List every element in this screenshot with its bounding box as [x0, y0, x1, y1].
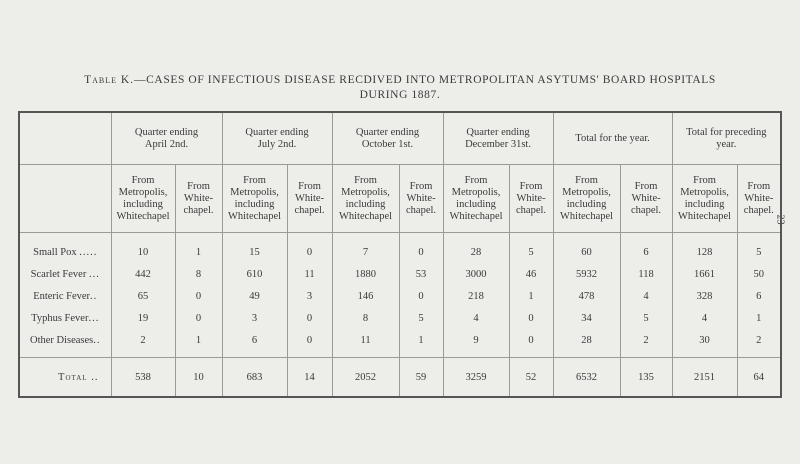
cell: 11 [287, 263, 332, 285]
total-cell: 64 [737, 358, 781, 398]
metro-header: From Metropolis, including Whitechapel [672, 165, 737, 233]
cell: 4 [443, 307, 509, 329]
corner-cell [19, 165, 111, 233]
table-row [19, 307, 781, 329]
cell: 0 [287, 329, 332, 358]
cell: 4 [620, 285, 672, 307]
cell: 0 [287, 307, 332, 329]
cell: 15 [222, 233, 287, 264]
period-header: Quarter ending July 2nd. [222, 112, 332, 165]
total-cell: 2052 [332, 358, 399, 398]
cell: 0 [175, 285, 222, 307]
cell: 478 [553, 285, 620, 307]
cell: 34 [553, 307, 620, 329]
cell: 6 [620, 233, 672, 264]
cell: 8 [175, 263, 222, 285]
cell: 1 [737, 307, 781, 329]
cell: 328 [672, 285, 737, 307]
corner-cell [19, 112, 111, 165]
total-cell: 2151 [672, 358, 737, 398]
metro-header: From Metropolis, including Whitechapel [443, 165, 509, 233]
table-label: Table K. [84, 74, 135, 86]
title-line-2: DURING 1887. [359, 89, 441, 101]
total-cell: 3259 [443, 358, 509, 398]
cell: 11 [332, 329, 399, 358]
cell: 65 [111, 285, 175, 307]
total-cell: 59 [399, 358, 443, 398]
metro-header: From Metropolis, including Whitechapel [222, 165, 287, 233]
cell: 1 [399, 329, 443, 358]
cell: 218 [443, 285, 509, 307]
cell: 5 [620, 307, 672, 329]
whitechapel-header: From White-chapel. [509, 165, 553, 233]
title-line-1: —CASES OF INFECTIOUS DISEASE RECDIVED INTO METROPOLITAN ASYTUMS' BOARD HOSPITALS [134, 74, 716, 86]
cell: 28 [553, 329, 620, 358]
total-cell: 6532 [553, 358, 620, 398]
cell: 146 [332, 285, 399, 307]
cell: 1661 [672, 263, 737, 285]
cell: 0 [287, 233, 332, 264]
cell: 10 [111, 233, 175, 264]
infectious-disease-table [18, 111, 782, 398]
cell: 0 [399, 233, 443, 264]
cell: 4 [672, 307, 737, 329]
cell: 2 [620, 329, 672, 358]
total-cell: 14 [287, 358, 332, 398]
metro-header: From Metropolis, including Whitechapel [553, 165, 620, 233]
metro-header: From Metropolis, including Whitechapel [332, 165, 399, 233]
whitechapel-header: From White-chapel. [737, 165, 781, 233]
page-number: 23 [774, 214, 786, 225]
cell: 610 [222, 263, 287, 285]
cell: 8 [332, 307, 399, 329]
period-header: Total for preceding year. [672, 112, 781, 165]
cell: 53 [399, 263, 443, 285]
cell: 3000 [443, 263, 509, 285]
cell: 118 [620, 263, 672, 285]
total-label: Total .. [19, 358, 111, 398]
cell: 6 [737, 285, 781, 307]
cell: 442 [111, 263, 175, 285]
cell: 5932 [553, 263, 620, 285]
table-row [19, 263, 781, 285]
total-cell: 52 [509, 358, 553, 398]
cell: 3 [287, 285, 332, 307]
cell: 0 [509, 329, 553, 358]
cell: 0 [175, 307, 222, 329]
whitechapel-header: From White-chapel. [399, 165, 443, 233]
cell: 0 [509, 307, 553, 329]
cell: 0 [399, 285, 443, 307]
whitechapel-header: From White-chapel. [620, 165, 672, 233]
cell: 5 [737, 233, 781, 264]
cell: 7 [332, 233, 399, 264]
cell: 49 [222, 285, 287, 307]
period-header: Quarter ending December 31st. [443, 112, 553, 165]
table-row [19, 329, 781, 358]
cell: 1 [175, 329, 222, 358]
cell: 28 [443, 233, 509, 264]
period-header: Total for the year. [553, 112, 672, 165]
cell: 2 [737, 329, 781, 358]
cell: 1880 [332, 263, 399, 285]
cell: 19 [111, 307, 175, 329]
cell: 9 [443, 329, 509, 358]
cell: 46 [509, 263, 553, 285]
sub-header-row [19, 165, 781, 233]
table-row [19, 285, 781, 307]
cell: 128 [672, 233, 737, 264]
table-title [20, 73, 780, 103]
cell: 60 [553, 233, 620, 264]
cell: 5 [509, 233, 553, 264]
cell: 30 [672, 329, 737, 358]
table-row [19, 233, 781, 264]
whitechapel-header: From White-chapel. [175, 165, 222, 233]
total-cell: 135 [620, 358, 672, 398]
metro-header: From Metropolis, including Whitechapel [111, 165, 175, 233]
disease-name: Enteric Fever.. [19, 285, 111, 307]
cell: 50 [737, 263, 781, 285]
total-cell: 10 [175, 358, 222, 398]
disease-name: Small Pox ..... [19, 233, 111, 264]
total-cell: 538 [111, 358, 175, 398]
cell: 3 [222, 307, 287, 329]
disease-name: Typhus Fever... [19, 307, 111, 329]
disease-name: Scarlet Fever ... [19, 263, 111, 285]
whitechapel-header: From White-chapel. [287, 165, 332, 233]
cell: 1 [509, 285, 553, 307]
period-header: Quarter ending October 1st. [332, 112, 443, 165]
total-cell: 683 [222, 358, 287, 398]
disease-name: Other Diseases.. [19, 329, 111, 358]
period-header: Quarter ending April 2nd. [111, 112, 222, 165]
cell: 6 [222, 329, 287, 358]
cell: 5 [399, 307, 443, 329]
cell: 2 [111, 329, 175, 358]
total-row [19, 358, 781, 398]
cell: 1 [175, 233, 222, 264]
